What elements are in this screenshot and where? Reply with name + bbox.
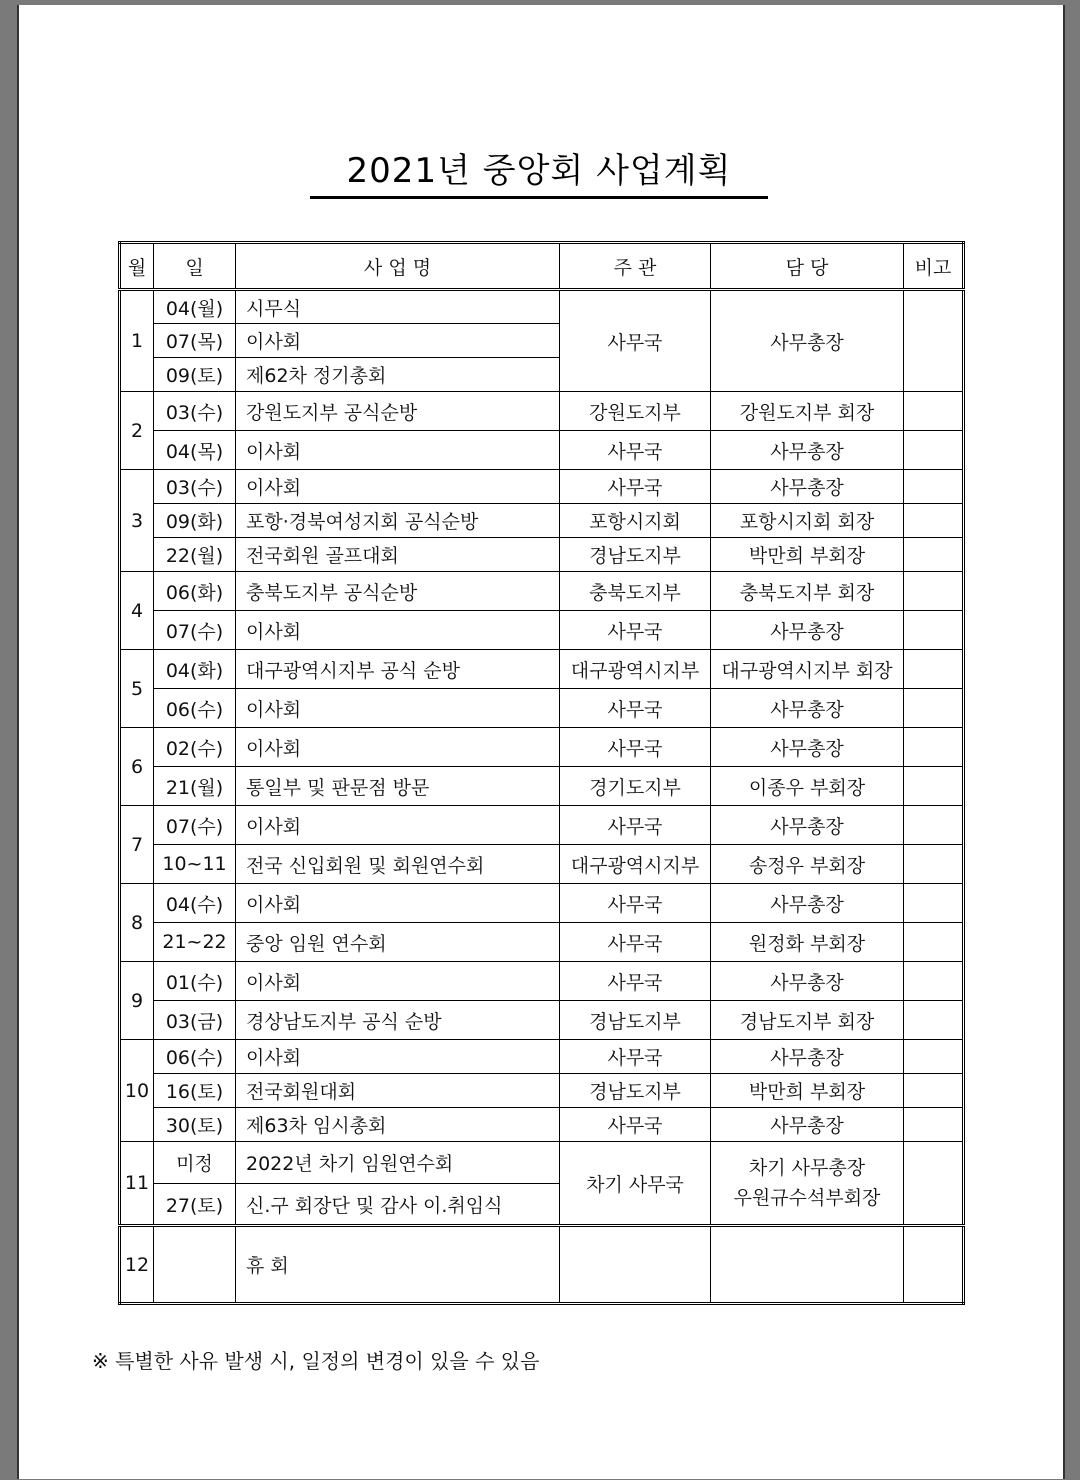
- day-cell: 30(토): [154, 1108, 236, 1142]
- business-cell: 중앙 임원 연수회: [236, 923, 560, 962]
- host-cell: 사무국: [560, 923, 711, 962]
- remark-cell: [904, 1001, 964, 1040]
- charge-cell: [711, 1142, 904, 1226]
- table-row: [120, 962, 964, 1001]
- remark-cell: [904, 538, 964, 572]
- table-row: [120, 767, 964, 806]
- table-row: [120, 806, 964, 845]
- table-row: [120, 1226, 964, 1304]
- remark-cell: [904, 806, 964, 845]
- charge-cell: 사무총장: [711, 962, 904, 1001]
- host-cell: 사무국: [560, 1108, 711, 1142]
- remark-cell: [904, 470, 964, 504]
- host-cell: 대구광역시지부: [560, 650, 711, 689]
- host-cell: 차기 사무국: [560, 1142, 711, 1226]
- day-cell: 07(수): [154, 806, 236, 845]
- table-row: [120, 884, 964, 923]
- business-cell: 제63차 임시총회: [236, 1108, 560, 1142]
- host-cell: 사무국: [560, 728, 711, 767]
- footnote: ※ 특별한 사유 발생 시, 일정의 변경이 있을 수 있음: [92, 1349, 540, 1373]
- remark-cell: [904, 1226, 964, 1304]
- business-cell: 이사회: [236, 431, 560, 470]
- month-cell: 6: [120, 728, 154, 806]
- remark-cell: [904, 392, 964, 431]
- month-cell: 9: [120, 962, 154, 1040]
- month-cell: 8: [120, 884, 154, 962]
- host-cell: 사무국: [560, 689, 711, 728]
- remark-cell: [904, 504, 964, 538]
- business-cell: 강원도지부 공식순방: [236, 392, 560, 431]
- business-cell: 이사회: [236, 470, 560, 504]
- day-cell: 03(수): [154, 392, 236, 431]
- table-row: [120, 1001, 964, 1040]
- day-cell: 06(수): [154, 1040, 236, 1074]
- business-cell: 이사회: [236, 1040, 560, 1074]
- business-cell: 이사회: [236, 689, 560, 728]
- table-row: [120, 923, 964, 962]
- host-cell: 사무국: [560, 806, 711, 845]
- charge-cell: 사무총장: [711, 689, 904, 728]
- remark-cell: [904, 572, 964, 611]
- table-row: [120, 1040, 964, 1074]
- header-charge: 담 당: [711, 243, 904, 290]
- month-cell: 1: [120, 290, 154, 392]
- business-cell: 충북도지부 공식순방: [236, 572, 560, 611]
- table-header-row: [120, 243, 964, 290]
- header-remark: 비고: [904, 243, 964, 290]
- business-cell: 이사회: [236, 962, 560, 1001]
- remark-cell: [904, 767, 964, 806]
- day-cell: 07(목): [154, 324, 236, 358]
- host-cell: 포항시지회: [560, 504, 711, 538]
- remark-cell: [904, 845, 964, 884]
- day-cell: 27(토): [154, 1184, 236, 1226]
- table-row: [120, 392, 964, 431]
- header-host: 주 관: [560, 243, 711, 290]
- remark-cell: [904, 1142, 964, 1226]
- charge-cell: 사무총장: [711, 1040, 904, 1074]
- table-row: [120, 611, 964, 650]
- business-cell: 통일부 및 판문점 방문: [236, 767, 560, 806]
- charge-cell: 강원도지부 회장: [711, 392, 904, 431]
- host-cell: 사무국: [560, 884, 711, 923]
- remark-cell: [904, 728, 964, 767]
- charge-cell: 사무총장: [711, 431, 904, 470]
- header-day: 일: [154, 243, 236, 290]
- table-row: [120, 689, 964, 728]
- day-cell: 09(토): [154, 358, 236, 392]
- business-cell: 휴 회: [236, 1226, 560, 1304]
- remark-cell: [904, 923, 964, 962]
- month-cell: 12: [120, 1226, 154, 1304]
- charge-cell: 사무총장: [711, 1108, 904, 1142]
- day-cell: 21(월): [154, 767, 236, 806]
- month-cell: 5: [120, 650, 154, 728]
- page-title: 2021년 중앙회 사업계획: [310, 148, 768, 199]
- day-cell: 16(토): [154, 1074, 236, 1108]
- schedule-table: [118, 241, 965, 1305]
- host-cell: 경남도지부: [560, 1074, 711, 1108]
- charge-cell: 경남도지부 회장: [711, 1001, 904, 1040]
- business-cell: 신.구 회장단 및 감사 이.취임식: [236, 1184, 560, 1226]
- table-row: [120, 1108, 964, 1142]
- business-cell: 이사회: [236, 728, 560, 767]
- business-cell: 전국 신입회원 및 회원연수회: [236, 845, 560, 884]
- table-row: [120, 1074, 964, 1108]
- table-row: [120, 538, 964, 572]
- charge-cell: 이종우 부회장: [711, 767, 904, 806]
- charge-cell: 포항시지회 회장: [711, 504, 904, 538]
- remark-cell: [904, 962, 964, 1001]
- table-row: [120, 431, 964, 470]
- day-cell: 04(화): [154, 650, 236, 689]
- charge-cell: 사무총장: [711, 728, 904, 767]
- charge-cell: 원정화 부회장: [711, 923, 904, 962]
- business-cell: 전국회원 골프대회: [236, 538, 560, 572]
- charge-cell: 송정우 부회장: [711, 845, 904, 884]
- day-cell: 03(금): [154, 1001, 236, 1040]
- business-cell: 경상남도지부 공식 순방: [236, 1001, 560, 1040]
- business-cell: 이사회: [236, 611, 560, 650]
- host-cell: 충북도지부: [560, 572, 711, 611]
- remark-cell: [904, 611, 964, 650]
- month-cell: 3: [120, 470, 154, 572]
- day-cell: 04(목): [154, 431, 236, 470]
- host-cell: 사무국: [560, 1040, 711, 1074]
- header-business: 사 업 명: [236, 243, 560, 290]
- table-row: [120, 290, 964, 324]
- day-cell: [154, 1226, 236, 1304]
- header-month: 월: [120, 243, 154, 290]
- business-cell: 포항·경북여성지회 공식순방: [236, 504, 560, 538]
- charge-line-1: 차기 사무총장: [748, 1157, 866, 1179]
- month-cell: 4: [120, 572, 154, 650]
- day-cell: 01(수): [154, 962, 236, 1001]
- day-cell: 09(화): [154, 504, 236, 538]
- charge-cell: 대구광역시지부 회장: [711, 650, 904, 689]
- business-cell: 2022년 차기 임원연수회: [236, 1142, 560, 1184]
- business-cell: 제62차 정기총회: [236, 358, 560, 392]
- table-row: [120, 504, 964, 538]
- table-row: [120, 845, 964, 884]
- charge-cell: 박만희 부회장: [711, 538, 904, 572]
- remark-cell: [904, 884, 964, 923]
- day-cell: 06(화): [154, 572, 236, 611]
- remark-cell: [904, 1074, 964, 1108]
- month-cell: 11: [120, 1142, 154, 1226]
- business-cell: 시무식: [236, 290, 560, 324]
- table-row: [120, 728, 964, 767]
- day-cell: 22(월): [154, 538, 236, 572]
- host-cell: 경기도지부: [560, 767, 711, 806]
- month-cell: 10: [120, 1040, 154, 1142]
- host-cell: 경남도지부: [560, 538, 711, 572]
- host-cell: 경남도지부: [560, 1001, 711, 1040]
- day-cell: 21~22: [154, 923, 236, 962]
- host-cell: 사무국: [560, 962, 711, 1001]
- charge-cell: 사무총장: [711, 884, 904, 923]
- month-cell: 7: [120, 806, 154, 884]
- business-cell: 이사회: [236, 884, 560, 923]
- remark-cell: [904, 431, 964, 470]
- remark-cell: [904, 1108, 964, 1142]
- business-cell: 대구광역시지부 공식 순방: [236, 650, 560, 689]
- day-cell: 04(월): [154, 290, 236, 324]
- host-cell: [560, 1226, 711, 1304]
- month-cell: 2: [120, 392, 154, 470]
- day-cell: 06(수): [154, 689, 236, 728]
- day-cell: 미정: [154, 1142, 236, 1184]
- table-row: [120, 470, 964, 504]
- host-cell: 사무국: [560, 611, 711, 650]
- charge-cell: [711, 1226, 904, 1304]
- charge-cell: 충북도지부 회장: [711, 572, 904, 611]
- remark-cell: [904, 689, 964, 728]
- host-cell: 강원도지부: [560, 392, 711, 431]
- host-cell: 대구광역시지부: [560, 845, 711, 884]
- charge-cell: 사무총장: [711, 611, 904, 650]
- charge-line-2: 우원규수석부회장: [733, 1187, 881, 1209]
- remark-cell: [904, 290, 964, 392]
- business-cell: 이사회: [236, 324, 560, 358]
- day-cell: 07(수): [154, 611, 236, 650]
- table-row: [120, 572, 964, 611]
- remark-cell: [904, 650, 964, 689]
- day-cell: 04(수): [154, 884, 236, 923]
- table-row: [120, 650, 964, 689]
- host-cell: 사무국: [560, 431, 711, 470]
- remark-cell: [904, 1040, 964, 1074]
- day-cell: 02(수): [154, 728, 236, 767]
- host-cell: 사무국: [560, 470, 711, 504]
- charge-cell: 사무총장: [711, 470, 904, 504]
- business-cell: 이사회: [236, 806, 560, 845]
- day-cell: 03(수): [154, 470, 236, 504]
- host-cell: 사무국: [560, 290, 711, 392]
- business-cell: 전국회원대회: [236, 1074, 560, 1108]
- table-row: [120, 1142, 964, 1184]
- charge-cell: 사무총장: [711, 806, 904, 845]
- charge-cell: 박만희 부회장: [711, 1074, 904, 1108]
- day-cell: 10~11: [154, 845, 236, 884]
- charge-cell: 사무총장: [711, 290, 904, 392]
